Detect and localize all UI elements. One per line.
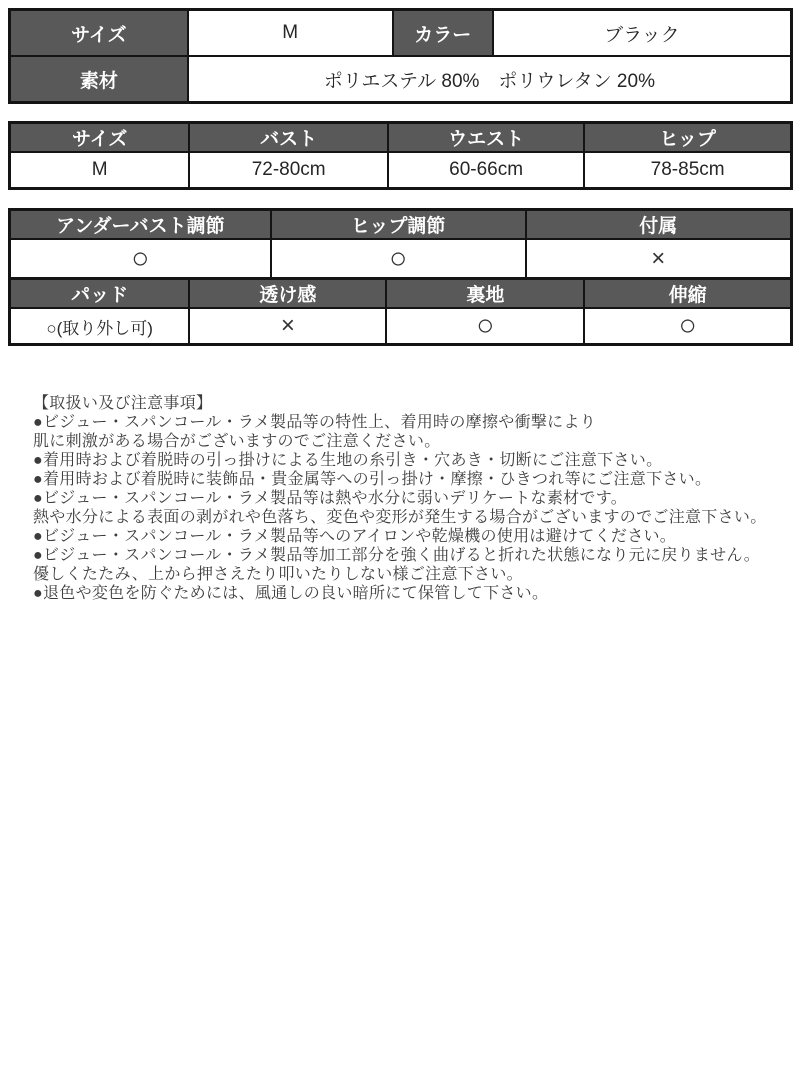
care-note-line: 熱や水分による表面の剥がれや色落ち、変色や変形が発生する場合がございますのでご注意下さい。 — [33, 509, 767, 526]
care-notes-title: 【取扱い及び注意事項】 — [33, 395, 213, 412]
size-chart-header-waist: ウエスト — [388, 123, 584, 153]
feature-table-top — [8, 208, 793, 280]
size-label-cell: サイズ — [10, 10, 188, 57]
feature-top-header-row — [10, 210, 792, 240]
care-note-line: ●着用時および着脱時の引っ掛けによる生地の糸引き・穴あき・切断にご注意下さい。 — [33, 452, 663, 469]
material-label-cell: 素材 — [10, 56, 188, 103]
care-note-line: ●ビジュー・スパンコール・ラメ製品等の特性上、着用時の摩擦や衝撃により — [33, 414, 597, 431]
size-value-cell: M — [188, 10, 393, 57]
sheerness-mark: × — [189, 308, 386, 345]
color-value-cell: ブラック — [493, 10, 792, 57]
feature-bottom-header-row — [10, 279, 792, 309]
size-chart-size-value: M — [10, 152, 190, 189]
material-value-cell: ポリエステル 80% ポリウレタン 20% — [188, 56, 792, 103]
care-note-line: ●着用時および着脱時に装飾品・貴金属等への引っ掛け・摩擦・ひきつれ等にご注意下さい。 — [33, 471, 712, 488]
size-chart-header-hip: ヒップ — [584, 123, 791, 153]
underbust-adjust-mark: ○ — [10, 239, 271, 279]
care-note-line: ●ビジュー・スパンコール・ラメ製品等加工部分を強く曲げると折れた状態になり元に戻りません。 — [33, 547, 761, 564]
size-chart-header-size: サイズ — [10, 123, 190, 153]
feature-top-value-row — [10, 239, 792, 279]
feature-bottom-value-row — [10, 308, 792, 345]
accessory-header: 付属 — [526, 210, 792, 240]
sheerness-header: 透け感 — [189, 279, 386, 309]
size-chart-header-row — [10, 123, 792, 153]
size-chart-waist-value: 60-66cm — [388, 152, 584, 189]
pad-header: パッド — [10, 279, 190, 309]
size-chart-table — [8, 121, 793, 190]
stretch-header: 伸縮 — [584, 279, 791, 309]
stretch-mark: ○ — [584, 308, 791, 345]
spec-row-size-color — [10, 10, 792, 57]
size-chart-hip-value: 78-85cm — [584, 152, 791, 189]
feature-table-bottom — [8, 277, 793, 346]
product-spec-table — [8, 8, 793, 104]
spec-row-material — [10, 56, 792, 103]
hip-adjust-header: ヒップ調節 — [271, 210, 526, 240]
lining-header: 裏地 — [386, 279, 584, 309]
size-chart-value-row — [10, 152, 792, 189]
care-note-line: 優しくたたみ、上から押さえたり叩いたりしない様ご注意下さい。 — [33, 566, 523, 583]
care-note-line: ●ビジュー・スパンコール・ラメ製品等は熱や水分に弱いデリケートな素材です。 — [33, 490, 628, 507]
care-notes-block — [33, 394, 800, 603]
size-chart-bust-value: 72-80cm — [189, 152, 388, 189]
pad-mark: ○(取り外し可) — [10, 308, 190, 345]
accessory-mark: × — [526, 239, 792, 279]
underbust-adjust-header: アンダーバスト調節 — [10, 210, 271, 240]
care-note-line: ●ビジュー・スパンコール・ラメ製品等へのアイロンや乾燥機の使用は避けてください。 — [33, 528, 677, 545]
hip-adjust-mark: ○ — [271, 239, 526, 279]
care-note-line: ●退色や変色を防ぐためには、風通しの良い暗所にて保管して下さい。 — [33, 585, 549, 602]
size-chart-header-bust: バスト — [189, 123, 388, 153]
care-note-line: 肌に刺激がある場合がございますのでご注意ください。 — [33, 433, 441, 450]
color-label-cell: カラー — [393, 10, 493, 57]
lining-mark: ○ — [386, 308, 584, 345]
